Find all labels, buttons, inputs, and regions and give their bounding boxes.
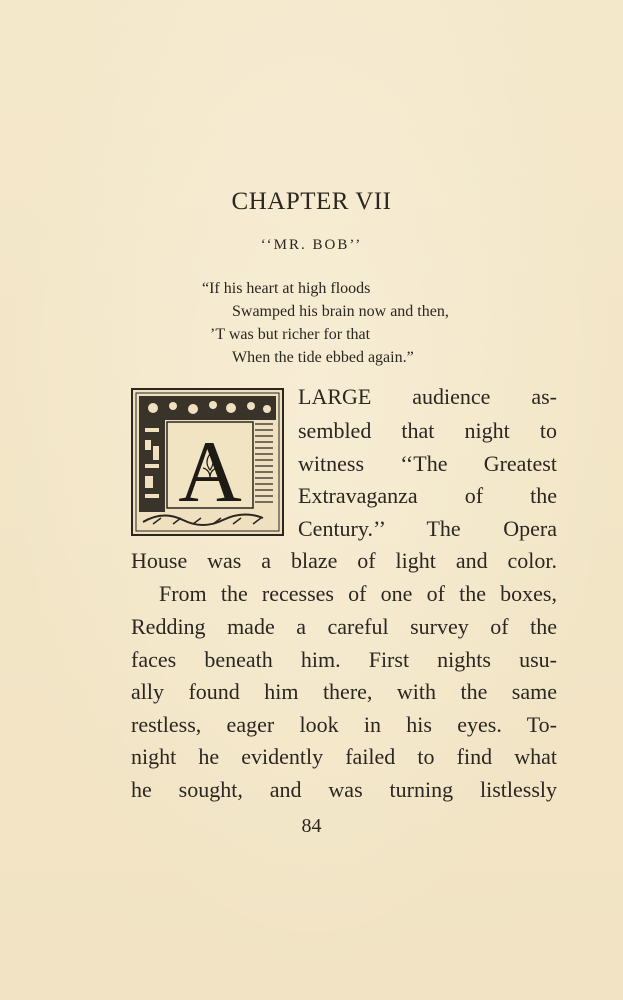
body-line: night he evidently failed to find what bbox=[131, 744, 557, 769]
body-line: Redding made a careful survey of the bbox=[131, 614, 557, 639]
body-line: From the recesses of one of the boxes, bbox=[159, 581, 557, 606]
body-line: LARGE audience as- bbox=[298, 384, 557, 409]
epigraph-line: “If his heart at high floods bbox=[202, 280, 371, 297]
epigraph-line: ’T was but richer for that bbox=[210, 326, 371, 343]
body-line: faces beneath him. First nights usu- bbox=[131, 647, 557, 672]
ornament-illustration bbox=[133, 390, 282, 534]
epigraph-line: Swamped his brain now and then, bbox=[232, 303, 449, 320]
chapter-title: CHAPTER VII bbox=[231, 188, 392, 215]
body-line: sembled that night to bbox=[298, 418, 557, 443]
body-line: witness ‘‘The Greatest bbox=[298, 451, 557, 476]
body-line: Extravaganza of the bbox=[298, 483, 557, 508]
epigraph-line: When the tide ebbed again.” bbox=[232, 349, 414, 366]
body-line: restless, eager look in his eyes. To- bbox=[131, 712, 557, 737]
body-line: House was a blaze of light and color. bbox=[131, 548, 557, 573]
body-line: Century.’’ The Opera bbox=[298, 516, 557, 541]
body-line: ally found him there, with the same bbox=[131, 679, 557, 704]
initial-letter: A bbox=[178, 424, 242, 521]
body-line: he sought, and was turning listlessly bbox=[131, 777, 557, 802]
chapter-subtitle: ‘‘MR. BOB’’ bbox=[260, 237, 363, 253]
page-number: 84 bbox=[301, 815, 322, 837]
decorative-initial bbox=[131, 388, 284, 536]
